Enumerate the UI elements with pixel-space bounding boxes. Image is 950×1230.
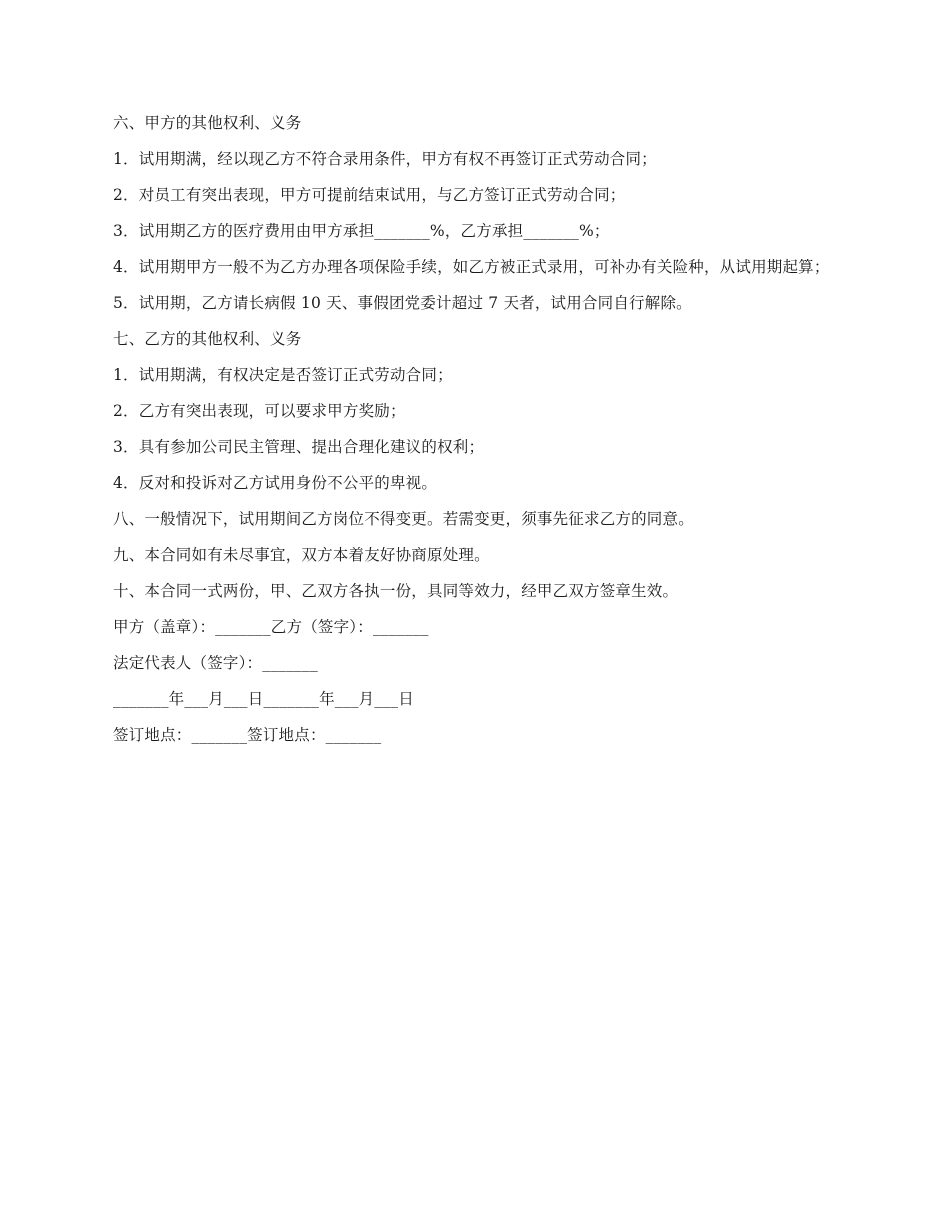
section-8: 八、一般情况下，试用期间乙方岗位不得变更。若需变更，须事先征求乙方的同意。 xyxy=(113,510,694,528)
section-7-item-3: 3．具有参加公司民主管理、提出合理化建议的权利； xyxy=(113,438,485,456)
section-6-item-1: 1．试用期满，经以现乙方不符合录用条件，甲方有权不再签订正式劳动合同； xyxy=(113,150,657,168)
legal-representative-signature: 法定代表人（签字）：_______ xyxy=(113,654,318,672)
section-6-item-5: 5．试用期，乙方请长病假 10 天、事假团党委计超过 7 天者，试用合同自行解除。 xyxy=(113,294,692,312)
signature-parties: 甲方（盖章）：_______乙方（签字）：_______ xyxy=(113,618,429,636)
signing-locations: 签订地点：_______签订地点：_______ xyxy=(113,726,382,744)
signing-dates: _______年___月___日_______年___月___日 xyxy=(113,690,414,708)
section-10: 十、本合同一式两份，甲、乙双方各执一份，具同等效力，经甲乙双方签章生效。 xyxy=(113,582,679,600)
section-6-item-3: 3．试用期乙方的医疗费用由甲方承担_______%，乙方承担_______%； xyxy=(113,222,610,240)
section-7-heading: 七、乙方的其他权利、义务 xyxy=(113,330,302,348)
section-7-item-4: 4．反对和投诉对乙方试用身份不公平的卑视。 xyxy=(113,474,438,492)
section-6-item-4: 4．试用期甲方一般不为乙方办理各项保险手续，如乙方被正式录用，可补办有关险种，从试用期起算； xyxy=(113,258,830,276)
section-9: 九、本合同如有未尽事宜，双方本着友好协商原处理。 xyxy=(113,546,490,564)
section-7-item-2: 2．乙方有突出表现，可以要求甲方奖励； xyxy=(113,402,406,420)
section-7-item-1: 1．试用期满，有权决定是否签订正式劳动合同； xyxy=(113,366,453,384)
document-body xyxy=(113,112,833,760)
section-6-heading: 六、甲方的其他权利、义务 xyxy=(113,114,302,132)
section-6-item-2: 2．对员工有突出表现，甲方可提前结束试用，与乙方签订正式劳动合同； xyxy=(113,186,626,204)
